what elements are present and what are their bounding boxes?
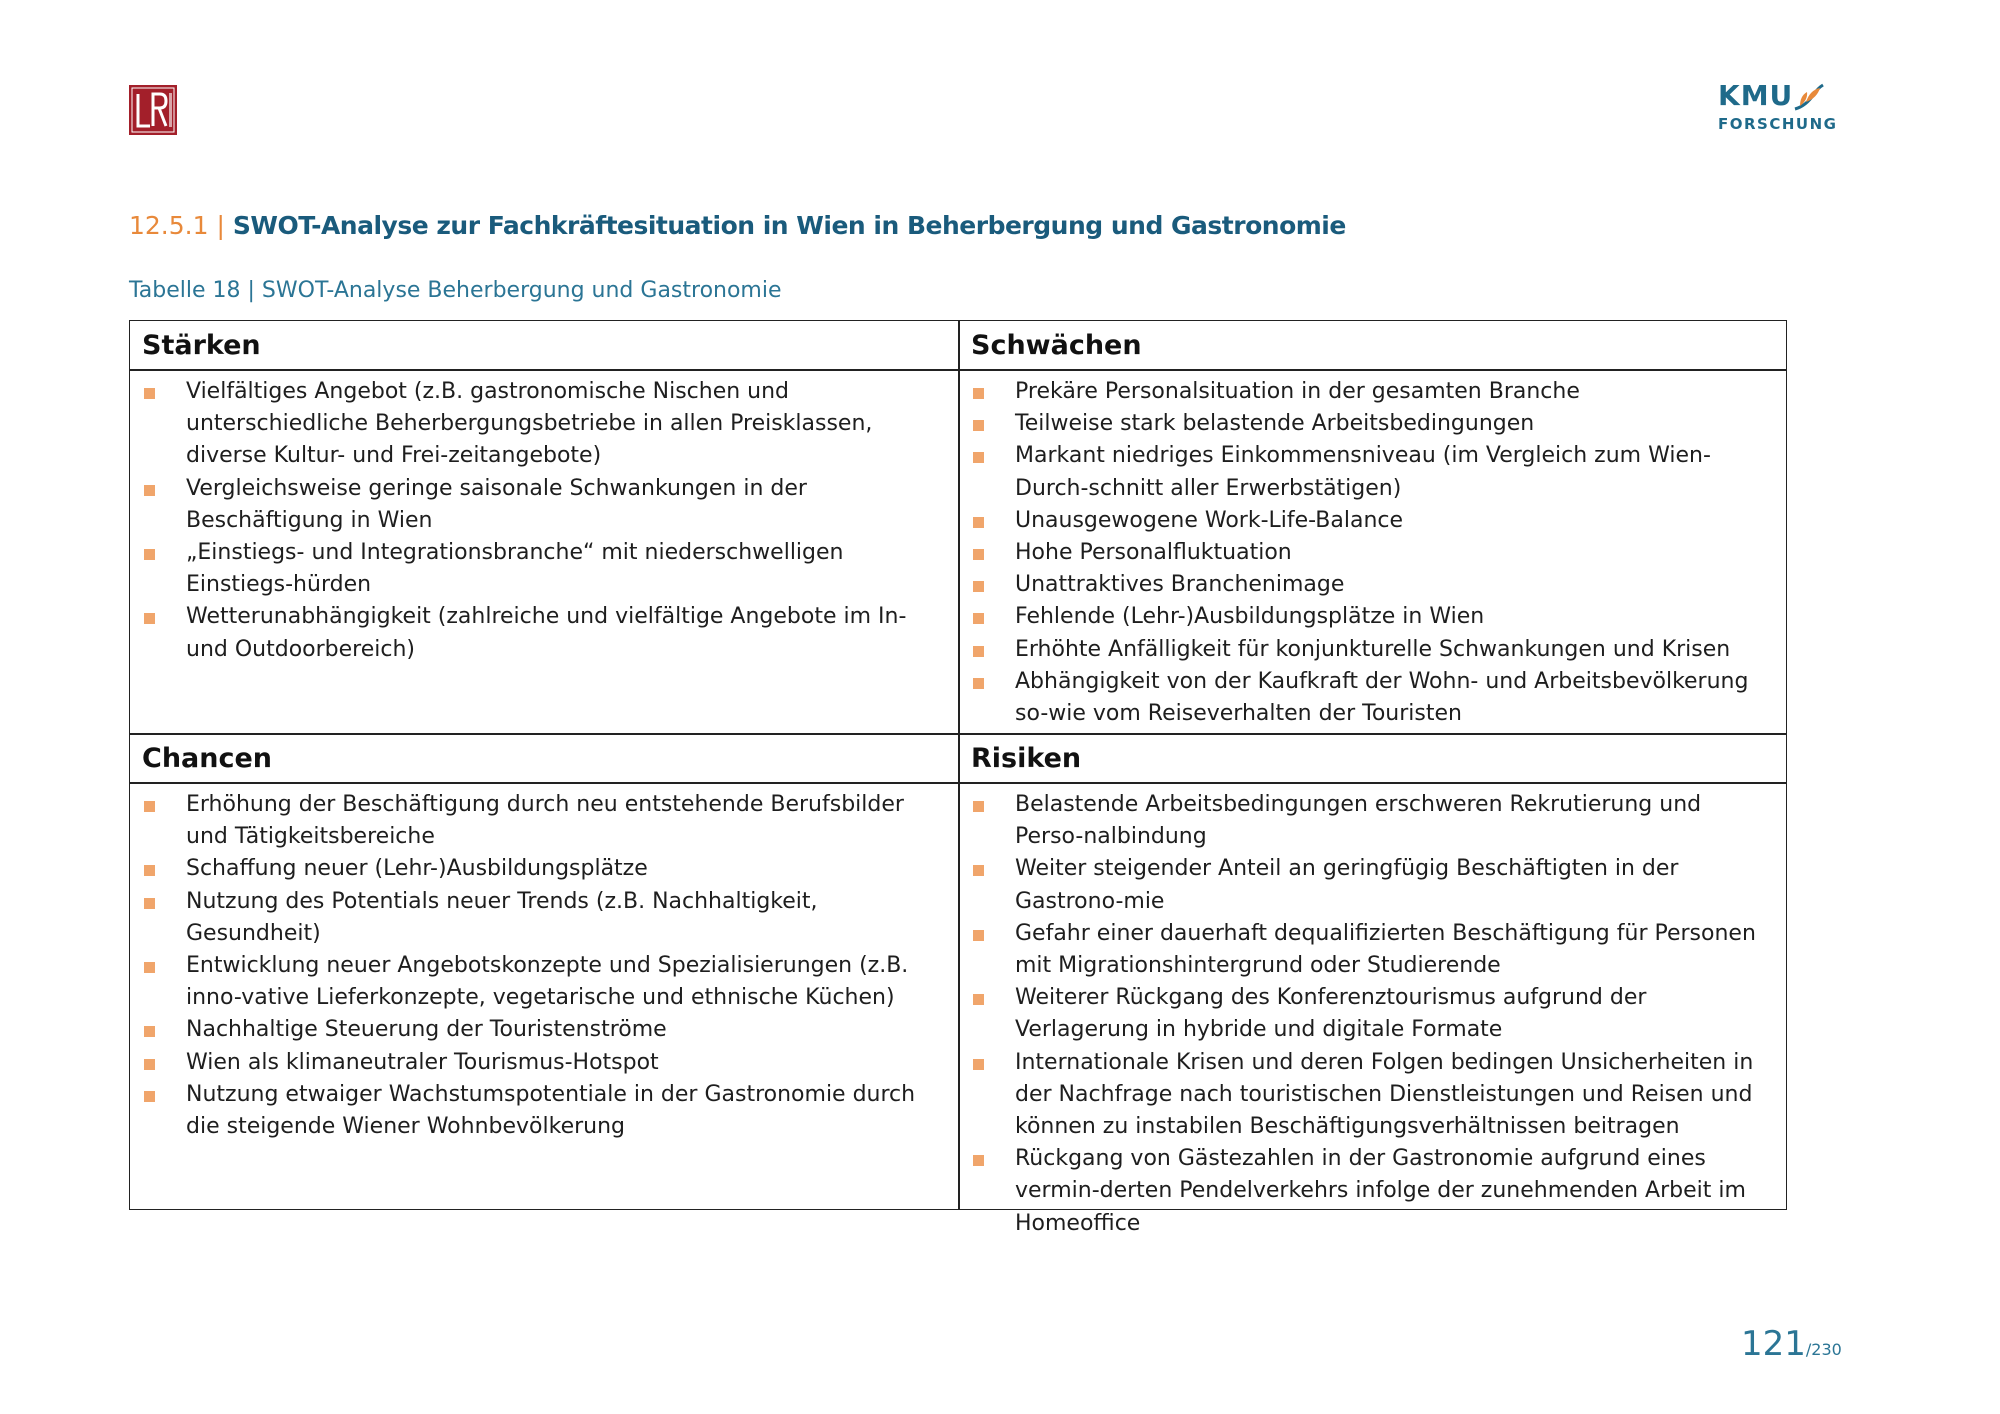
threats-quadrant (959, 734, 1786, 1236)
strengths-item (130, 601, 948, 665)
opportunities-title: Chancen (142, 743, 273, 774)
weaknesses-item (959, 601, 1776, 633)
threats-item-text: Weiterer Rückgang des Konferenztourismus aufgrund der Verlagerung in hybride und digitale Formate (1015, 985, 1647, 1043)
weaknesses-title: Schwächen (971, 330, 1142, 361)
opportunities-item-text: Schaffung neuer (Lehr-)Ausbildungsplätze (186, 856, 648, 882)
bullet-square-icon (973, 420, 984, 431)
weaknesses-list (959, 370, 1786, 730)
strengths-list (130, 370, 958, 666)
threats-item (959, 789, 1776, 853)
bullet-square-icon (144, 801, 155, 812)
opportunities-item-text: Nutzung etwaiger Wachstumspotentiale in der Gastronomie durch die steigende Wiener Wohnbevölkerung (186, 1081, 916, 1140)
bullet-square-icon (144, 1026, 155, 1037)
strengths-item-text: „Einstiegs- und Integrationsbranche“ mit niederschwelligen Einstiegs-hürden (186, 540, 844, 598)
bullet-square-icon (973, 930, 984, 941)
weaknesses-item (959, 666, 1776, 730)
opportunities-item (130, 789, 948, 853)
threats-item-text: Rückgang von Gästezahlen in der Gastronomie aufgrund eines vermin-derten Pendelverkehrs infolge der zunehmenden Arbeit im Homeoffice (1015, 1146, 1746, 1236)
opportunities-item-text: Nutzung des Potentials neuer Trends (z.B. Nachhaltigkeit, Gesundheit) (186, 888, 818, 946)
weaknesses-item (959, 440, 1776, 504)
opportunities-item (130, 853, 948, 885)
strengths-item-text: Vielfältiges Angebot (z.B. gastronomische Nischen und unterschiedliche Beherbergungsbetriebe in allen Preisklassen, diverse Kultur- und Frei-zeitangebote) (186, 379, 873, 469)
threats-item (959, 982, 1776, 1046)
weaknesses-item (959, 537, 1776, 569)
bullet-square-icon (144, 388, 155, 399)
strengths-item (130, 537, 948, 601)
weaknesses-item (959, 376, 1776, 408)
weaknesses-item-text: Unausgewogene Work-Life-Balance (1015, 507, 1404, 533)
page-total: /230 (1805, 1340, 1842, 1359)
weaknesses-item (959, 408, 1776, 440)
bullet-square-icon (973, 678, 984, 689)
bullet-square-icon (144, 1091, 155, 1102)
bullet-square-icon (144, 613, 155, 624)
weaknesses-item (959, 569, 1776, 601)
opportunities-item-text: Wien als klimaneutraler Tourismus-Hotspot (186, 1049, 659, 1075)
opportunities-item (130, 886, 948, 950)
swot-table (129, 320, 1787, 1236)
bullet-square-icon (144, 898, 155, 909)
bullet-square-icon (973, 994, 984, 1005)
opportunities-quadrant (130, 734, 958, 1209)
strengths-item-text: Vergleichsweise geringe saisonale Schwankungen in der Beschäftigung in Wien (186, 475, 807, 533)
threats-item (959, 1143, 1776, 1240)
bullet-square-icon (973, 549, 984, 560)
threats-item-text: Weiter steigender Anteil an geringfügig Beschäftigten in der Gastrono-mie (1015, 856, 1679, 914)
weaknesses-item-text: Abhängigkeit von der Kaufkraft der Wohn- und Arbeitsbevölkerung so-wie vom Reiseverhalten der Touristen (1015, 668, 1749, 727)
weaknesses-item-text: Hohe Personalfluktuation (1015, 540, 1292, 566)
threats-list (959, 783, 1786, 1240)
threats-item (959, 853, 1776, 917)
bullet-square-icon (973, 801, 984, 812)
threats-title: Risiken (971, 743, 1082, 774)
strengths-item-text: Wetterunabhängigkeit (zahlreiche und vielfältige Angebote im In- und Outdoorbereich) (186, 604, 907, 662)
lr-logo-icon (129, 85, 177, 135)
bullet-square-icon (973, 613, 984, 624)
bullet-square-icon (973, 646, 984, 657)
opportunities-item (130, 1014, 948, 1046)
weaknesses-item-text: Fehlende (Lehr-)Ausbildungsplätze in Wien (1015, 604, 1485, 630)
weaknesses-item-text: Erhöhte Anfälligkeit für konjunkturelle Schwankungen und Krisen (1015, 636, 1731, 662)
kmu-logo (1718, 79, 1838, 138)
kmu-logo-line1: KMU (1718, 79, 1794, 112)
strengths-item (130, 473, 948, 537)
threats-item (959, 1047, 1776, 1144)
weaknesses-item (959, 634, 1776, 666)
bullet-square-icon (144, 549, 155, 560)
opportunities-item (130, 1047, 948, 1079)
bullet-square-icon (973, 1155, 984, 1166)
kmu-logo-line2: FORSCHUNG (1718, 115, 1838, 133)
threats-item-text: Internationale Krisen und deren Folgen bedingen Unsicherheiten in der Nachfrage nach touristischen Dienstleistungen und Reisen und können zu instabilen Beschäftigungsverhältnissen beitragen (1015, 1049, 1754, 1140)
bullet-square-icon (144, 485, 155, 496)
threats-item (959, 918, 1776, 982)
opportunities-item-text: Erhöhung der Beschäftigung durch neu entstehende Berufsbilder und Tätigkeitsbereiche (186, 792, 904, 850)
opportunities-item (130, 1079, 948, 1143)
strengths-quadrant (130, 321, 958, 733)
weaknesses-item (959, 505, 1776, 537)
opportunities-item-text: Entwicklung neuer Angebotskonzepte und Spezialisierungen (z.B. inno-vative Lieferkonzepte, vegetarische und ethnische Küchen) (186, 953, 909, 1011)
page-number (1741, 1324, 1842, 1370)
section-number: 12.5.1 (129, 211, 209, 240)
bullet-square-icon (973, 865, 984, 876)
bullet-square-icon (144, 1059, 155, 1070)
page-current: 121 (1741, 1324, 1806, 1364)
bullet-square-icon (973, 1059, 984, 1070)
threats-item-text: Gefahr einer dauerhaft dequalifizierten Beschäftigung für Personen mit Migrationshintergrund oder Studierende (1015, 920, 1756, 979)
opportunities-list (130, 783, 958, 1143)
kmu-leaf-icon (1792, 82, 1826, 112)
bullet-square-icon (973, 388, 984, 399)
weaknesses-item-text: Unattraktives Branchenimage (1015, 572, 1345, 598)
weaknesses-item-text: Prekäre Personalsituation in der gesamten Branche (1015, 379, 1580, 404)
opportunities-item (130, 950, 948, 1014)
weaknesses-item-text: Teilweise stark belastende Arbeitsbedingungen (1015, 411, 1535, 437)
table-caption: Tabelle 18 | SWOT-Analyse Beherbergung und Gastronomie (129, 278, 782, 303)
weaknesses-quadrant (959, 321, 1786, 733)
opportunities-item-text: Nachhaltige Steuerung der Touristenströme (186, 1017, 667, 1043)
strengths-title: Stärken (142, 330, 261, 361)
bullet-square-icon (973, 452, 984, 463)
section-title: SWOT-Analyse zur Fachkräftesituation in Wien in Beherbergung und Gastronomie (232, 211, 1346, 240)
bullet-square-icon (144, 962, 155, 973)
bullet-square-icon (973, 517, 984, 528)
section-separator: | (216, 211, 225, 240)
bullet-square-icon (144, 865, 155, 876)
section-heading (129, 209, 1346, 243)
weaknesses-item-text: Markant niedriges Einkommensniveau (im Vergleich zum Wien-Durch-schnitt aller Erwerbstätigen) (1015, 443, 1711, 501)
threats-item-text: Belastende Arbeitsbedingungen erschweren Rekrutierung und Perso-nalbindung (1015, 792, 1702, 850)
bullet-square-icon (973, 581, 984, 592)
strengths-item (130, 376, 948, 473)
